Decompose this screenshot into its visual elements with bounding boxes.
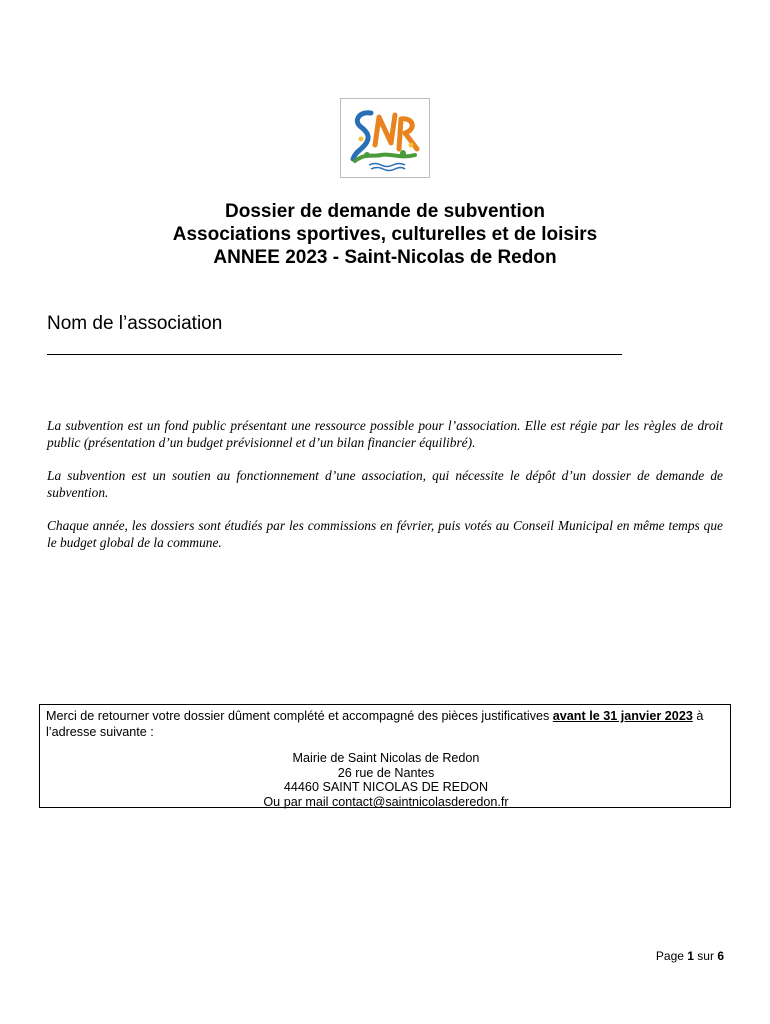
- of-word: sur: [697, 949, 714, 963]
- document-title: [0, 200, 770, 269]
- address-line-1: Mairie de Saint Nicolas de Redon: [292, 751, 480, 765]
- intro-paragraph-2: La subvention est un soutien au fonctionnement d’une association, qui nécessite le dépôt d’un dossier de demande de subvention.: [47, 468, 723, 500]
- intro-text: [47, 417, 723, 567]
- intro-paragraph-3: Chaque année, les dossiers sont étudiés par les commissions en février, puis votés au Conseil Municipal en même temps que le budget global de la commune.: [47, 518, 723, 550]
- email-prefix: Ou par mail: [263, 794, 332, 809]
- email-link[interactable]: contact@saintnicolasderedon.fr: [331, 794, 509, 809]
- email-line: [40, 795, 732, 810]
- title-line-1: Dossier de demande de subvention: [225, 201, 545, 222]
- return-text-after: à l’adresse suivante :: [46, 709, 704, 739]
- association-name-field[interactable]: [47, 354, 622, 355]
- total-pages: 6: [717, 949, 724, 963]
- association-name-label: Nom de l’association: [47, 313, 223, 334]
- title-line-2: Associations sportives, culturelles et de loisirs: [172, 224, 598, 245]
- page-word: Page: [655, 949, 684, 963]
- return-deadline: avant le 31 janvier 2023: [552, 709, 693, 723]
- address-line-2: 26 rue de Nantes: [337, 765, 435, 780]
- return-instructions-box: [39, 704, 731, 808]
- town-logo-icon: [341, 99, 429, 177]
- page-number: [640, 949, 724, 963]
- title-line-3: ANNEE 2023 - Saint-Nicolas de Redon: [213, 247, 557, 268]
- current-page: 1: [687, 949, 694, 963]
- return-text-before: Merci de retourner votre dossier dûment complété et accompagné des pièces justificatives: [46, 709, 553, 723]
- town-logo: [340, 98, 430, 178]
- mairie-address: [40, 751, 732, 809]
- intro-paragraph-1: La subvention est un fond public présentant une ressource possible pour l’association. Elle est régie par les règles de droit public (présentation d’un budget prévisionnel et d’un bilan financier équilibré).: [47, 418, 723, 450]
- return-instructions: [46, 708, 726, 740]
- address-line-3: 44460 SAINT NICOLAS DE REDON: [283, 780, 489, 794]
